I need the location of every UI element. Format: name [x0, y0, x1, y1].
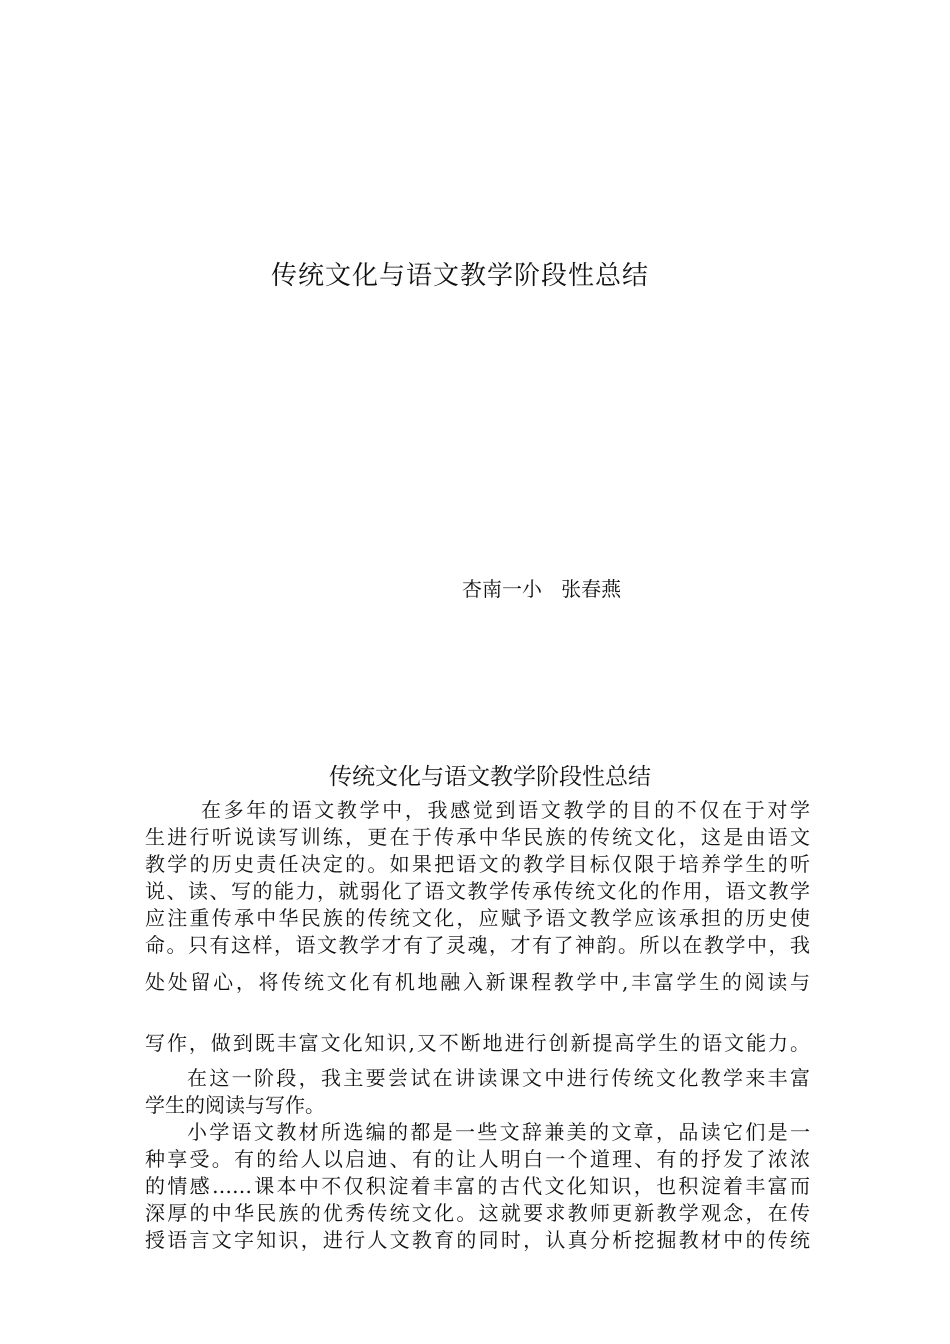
paragraph-line: 种享受。有的给人以启迪、有的让人明白一个道理、有的抒发了浓浓: [145, 1147, 810, 1171]
paragraph-line: 写作，做到既丰富文化知识,又不断地进行创新提高学生的语文能力。: [145, 1031, 810, 1055]
cover-title: 传统文化与语文教学阶段性总结: [270, 261, 649, 291]
body-title: 传统文化与语文教学阶段性总结: [329, 764, 651, 790]
paragraph-line: 生进行听说读写训练，更在于传承中华民族的传统文化，这是由语文: [145, 825, 810, 849]
paragraph-line: 深厚的中华民族的优秀传统文化。这就要求教师更新教学观念，在传: [145, 1201, 810, 1225]
paragraph-line: 说、读、写的能力，就弱化了语文教学传承传统文化的作用，语文教学: [145, 879, 810, 903]
paragraph-line: 教学的历史责任决定的。如果把语文的教学目标仅限于培养学生的听: [145, 852, 810, 876]
paragraph-line: 学生的阅读与写作。: [145, 1093, 325, 1117]
author-line: 杏南一小 张春燕: [462, 577, 622, 601]
body-text: [145, 797, 810, 1254]
paragraph-line: 在多年的语文教学中，我感觉到语文教学的目的不仅在于对学: [201, 798, 810, 822]
paragraph-line: 应注重传承中华民族的传统文化，应赋予语文教学应该承担的历史使: [145, 906, 810, 930]
paragraph-line: 在这一阶段，我主要尝试在讲读课文中进行传统文化教学来丰富: [187, 1066, 810, 1090]
paragraph-line: 授语言文字知识，进行人文教育的同时，认真分析挖掘教材中的传统: [145, 1228, 810, 1252]
paragraph-line: 的情感……课本中不仅积淀着丰富的古代文化知识，也积淀着丰富而: [145, 1174, 810, 1198]
paragraph-line: 小学语文教材所选编的都是一些文辞兼美的文章，品读它们是一: [187, 1120, 810, 1144]
paragraph-line: 处处留心，将传统文化有机地融入新课程教学中,丰富学生的阅读与: [145, 970, 810, 994]
paragraph-line: 命。只有这样，语文教学才有了灵魂，才有了神韵。所以在教学中，我: [145, 933, 810, 957]
